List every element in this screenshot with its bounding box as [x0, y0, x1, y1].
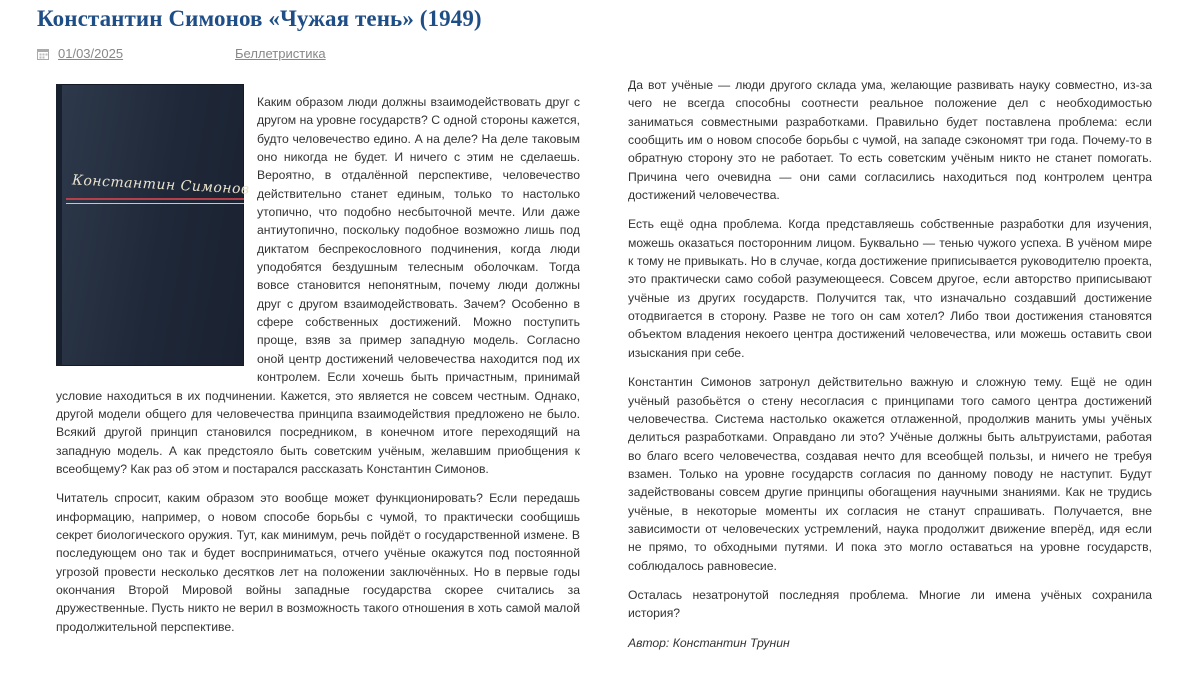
book-spine: [56, 84, 62, 366]
book-cover-image: [56, 84, 251, 366]
article-title[interactable]: Константин Симонов «Чужая тень» (1949): [37, 6, 482, 31]
article-meta: [37, 46, 437, 64]
book-cover-red-line: [66, 198, 244, 200]
article-column-right: [628, 76, 1152, 663]
book-cover-signature: Константин Симонов: [71, 172, 251, 198]
book-cover-white-line: [66, 203, 244, 204]
paragraph: Да вот учёные — люди другого склада ума, желающие развивать науку совместно, из-за чего не всегда способны соотнести реальное положение дел с необходимостью заниматься совместными разработками. Правильно будет поставлена проблема: если сообщить им о новом способе борьбы с чумой, на западе сэкономят три года. Почему-то в обратную сторону это не работает. То есть советским учёным никто не станет помогать. Причина чего очевидна — они сами согласились находиться под контролем центра достижений человечества.: [628, 78, 1152, 203]
category-link[interactable]: Беллетристика: [235, 46, 326, 61]
paragraph: Читатель спросит, каким образом это вообще может функционировать? Если передашь информацию, например, о новом способе борьбы с чумой, то практически сообщишь секрет биологического оружия. Тут, как минимум, речь пойдёт о государственной измене. В последующем оно так и будет восприниматься, отчего учёные окажутся под постоянной угрозой провести несколько десятков лет на положении заключённых. Но в первые годы окончания Второй Мировой войны западные государства скорее считались за дружественные. Пусть никто не верил в возможность такого отношения в хоть самой малой продолжительной перспективе.: [56, 491, 580, 634]
paragraph: Каким образом люди должны взаимодействовать друг с другом на уровне государств? С одной стороны кажется, будто человечество едино. А на деле? На деле таковым оно никогда не будет. И ничего с этим не сделаешь. Вероятно, в отдалённой перспективе, человечество действительно станет единым, только то настолько утопично, что подобно несбыточной мечте. Или даже антиутопично, поскольку подобное возможно лишь под диктатом беспрекословного подчинения, когда люди уподобятся бездушным телесным оболочкам. Тогда вовсе становится непонятным, почему люди должны друг с другом взаимодействовать. Зачем? Особенно в сфере собственных достижений. Можно поступить проще, взяв за пример западную модель. Согласно оной центр достижений человечества находится под их контролем. Если хочешь быть причастным, принимай условие находиться в их подчинении. Кажется, это является не совсем честным. Однако, другой модели общего для человечества принципа взаимодействия предложено не было. Всякий другой принцип становился посредником, в конечном итоге переходящий на западную модель. А как предстояло быть советским учёным, желавшим приобщения к всеобщему? Как раз об этом и постарался рассказать Константин Симонов.: [56, 95, 580, 476]
paragraph: Осталась незатронутой последняя проблема. Многие ли имена учёных сохранила история?: [628, 587, 1152, 621]
calendar-icon: [37, 48, 49, 60]
paragraph: Константин Симонов затронул действительно важную и сложную тему. Ещё не один учёный разобьётся о стену несогласия с принципами того самого центра достижений человечества. Система настолько окажется отлаженной, продолжив манить умы учёных делиться разработками. Оправдано ли это? Учёные должны быть альтруистами, работая во благо всего человечества, создавая нечто для всеобщей пользы, и ничего не требуя взамен. Только на уровне государств согласия по данному поводу не наступит. Будут задействованы совсем другие принципы обогащения научными знаниями. Как не трудись учёные, в некоторые моменты их согласия не станут спрашивать. Получается, вне зависимости от человеческих устремлений, наука продолжит движение вперёд, идя если не прямо, то обходными путями. И пока это могло оставаться на уровне государств, соблюдалось равновесие.: [628, 375, 1152, 573]
author-credit: Автор: Константин Трунин: [628, 635, 790, 650]
article-column-left: [56, 84, 580, 647]
article-date-link[interactable]: 01/03/2025: [58, 46, 124, 61]
paragraph: Есть ещё одна проблема. Когда представляешь собственные разработки для изучения, можешь оказаться посторонним лицом. Буквально — тенью чужого успеха. В учёном мире к тому не привыкать. Но в случае, когда достижение приписывается руководителю проекта, это практически само собой разумеющееся. Совсем другое, если авторство приписывают учёные из других государств. Получится так, что изначально создавший достижение отодвигается в сторону. Разве не того он сам хотел? Либо твои достижения становятся объектом владения некоего центра достижений человечества, или можешь оставить свои изыскания при себе.: [628, 217, 1152, 360]
